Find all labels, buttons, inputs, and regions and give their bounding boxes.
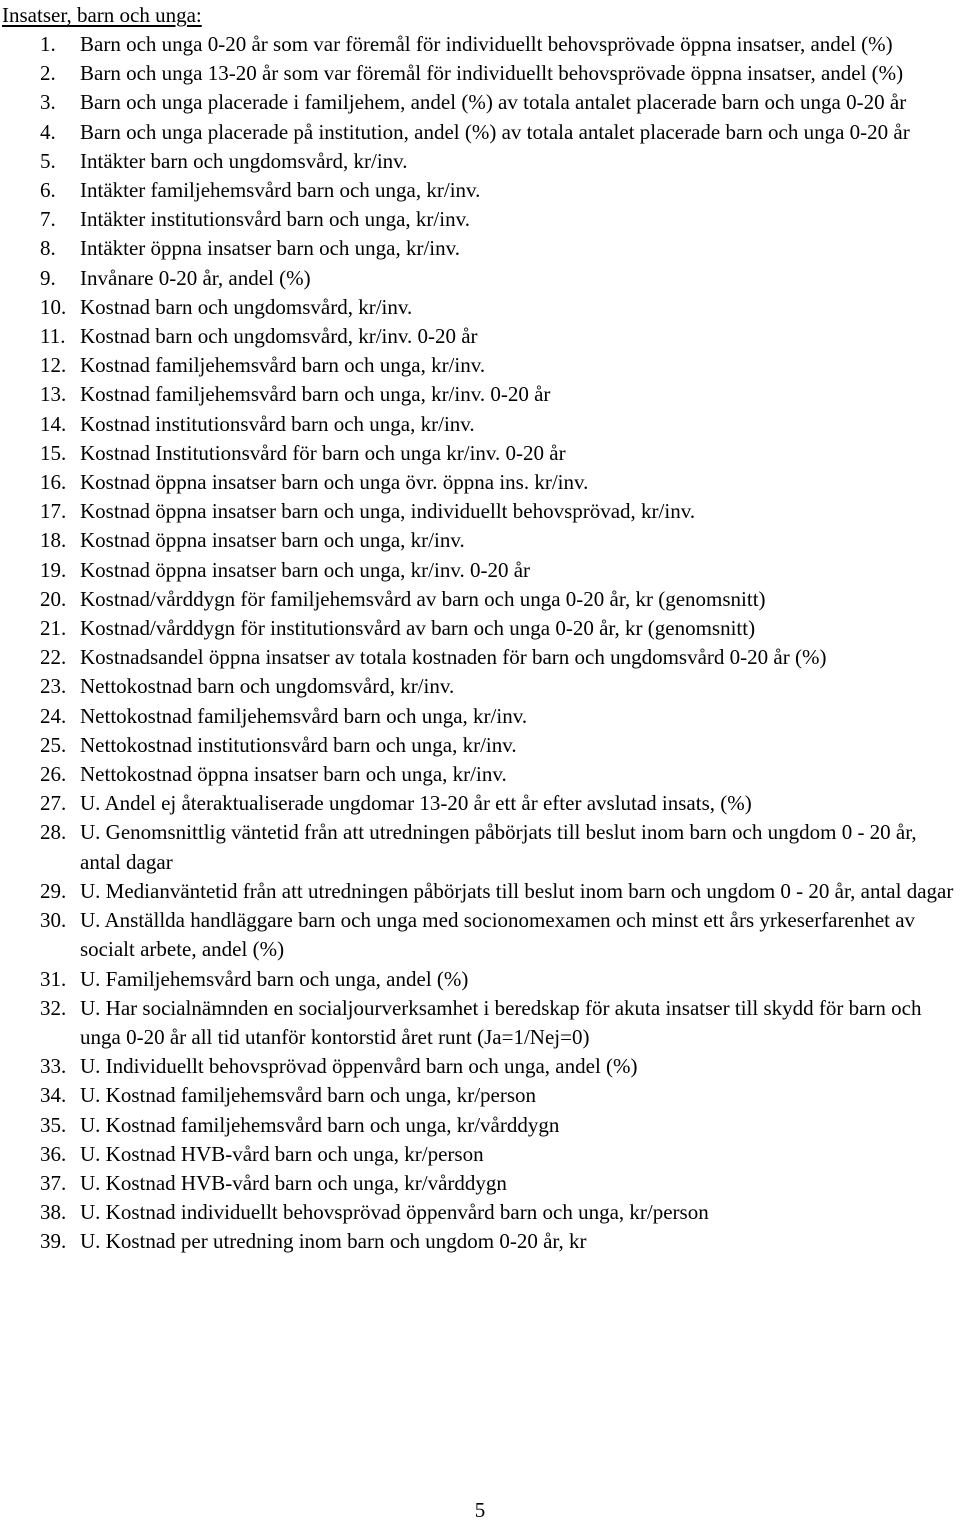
list-item-text: Kostnad öppna insatser barn och unga, kr/inv. 0-20 år <box>80 557 531 582</box>
list-item-text: U. Har socialnämnden en socialjourverksamhet i beredskap för akuta insatser till skydd för barn och unga 0-20 år all tid utanför kontorstid året runt (Ja=1/Nej=0) <box>80 995 922 1049</box>
list-item-number-label: 18. <box>40 528 67 553</box>
list-item <box>0 731 955 760</box>
list-item-number-label: 34. <box>40 1083 67 1108</box>
list-item-number-label: 3. <box>40 90 56 115</box>
indicator-list <box>0 30 955 1257</box>
list-item-number <box>0 205 80 234</box>
list-item-number-label: 38. <box>40 1200 67 1225</box>
list-item <box>0 994 955 1052</box>
list-item-number-label: 33. <box>40 1054 67 1079</box>
list-item <box>0 702 955 731</box>
list-item <box>0 526 955 555</box>
list-item-text: Kostnad institutionsvård barn och unga, kr/inv. <box>80 411 475 436</box>
list-item-text: Kostnad/vårddygn för familjehemsvård av barn och unga 0-20 år, kr (genomsnitt) <box>80 586 766 611</box>
list-item-number <box>0 585 80 614</box>
list-item-text: Kostnad Institutionsvård för barn och unga kr/inv. 0-20 år <box>80 440 566 465</box>
list-item-text: Kostnadsandel öppna insatser av totala kostnaden för barn och ungdomsvård 0-20 år (%) <box>80 645 827 670</box>
list-item-number-label: 7. <box>40 207 56 232</box>
list-item-text: U. Anställda handläggare barn och unga med socionomexamen och minst ett års yrkeserfarenhet av socialt arbete, andel (%) <box>80 908 916 962</box>
list-item-number <box>0 877 80 906</box>
list-item-text: Kostnad familjehemsvård barn och unga, kr/inv. 0-20 år <box>80 382 551 407</box>
list-item-number-label: 5. <box>40 148 56 173</box>
list-item-number-label: 9. <box>40 265 56 290</box>
list-item-number <box>0 351 80 380</box>
list-item-text: Barn och unga placerade på institution, andel (%) av totala antalet placerade barn och unga 0-20 år <box>80 119 910 144</box>
list-item-number <box>0 1227 80 1256</box>
list-item-number <box>0 147 80 176</box>
list-item-number-label: 17. <box>40 499 67 524</box>
list-item <box>0 380 955 409</box>
list-item-text: Kostnad öppna insatser barn och unga, individuellt behovsprövad, kr/inv. <box>80 499 696 524</box>
list-item-number <box>0 672 80 701</box>
list-item-text: Barn och unga 13-20 år som var föremål för individuellt behovsprövade öppna insatser, andel (%) <box>80 61 904 86</box>
list-item-number-label: 22. <box>40 645 67 670</box>
list-item-number-label: 6. <box>40 178 56 203</box>
list-item-text: Kostnad barn och ungdomsvård, kr/inv. 0-20 år <box>80 324 478 349</box>
list-item-text: U. Kostnad HVB-vård barn och unga, kr/vårddygn <box>80 1170 507 1195</box>
list-item-number-label: 31. <box>40 966 67 991</box>
list-item-text: U. Medianväntetid från att utredningen påbörjats till beslut inom barn och ungdom 0 - 20 år, antal dagar <box>80 878 954 903</box>
list-item-text: U. Kostnad familjehemsvård barn och unga, kr/person <box>80 1083 537 1108</box>
list-item-text: Nettokostnad institutionsvård barn och unga, kr/inv. <box>80 732 517 757</box>
list-item-number <box>0 818 80 876</box>
list-item-number-label: 14. <box>40 411 67 436</box>
list-item-number <box>0 965 80 994</box>
list-item-number <box>0 906 80 964</box>
list-item <box>0 760 955 789</box>
list-item-text: Intäkter institutionsvård barn och unga, kr/inv. <box>80 207 470 232</box>
list-item-text: U. Kostnad HVB-vård barn och unga, kr/person <box>80 1141 484 1166</box>
list-item-number-label: 15. <box>40 440 67 465</box>
list-item-number <box>0 1140 80 1169</box>
list-item-number-label: 1. <box>40 32 56 56</box>
list-item-number <box>0 88 80 117</box>
list-item-number-label: 30. <box>40 908 67 933</box>
list-item <box>0 468 955 497</box>
list-item-number <box>0 760 80 789</box>
list-item-number <box>0 614 80 643</box>
list-item <box>0 789 955 818</box>
list-item <box>0 176 955 205</box>
list-item-text: Intäkter öppna insatser barn och unga, kr/inv. <box>80 236 461 261</box>
list-item-number-label: 24. <box>40 703 67 728</box>
list-item-text: U. Kostnad individuellt behovsprövad öppenvård barn och unga, kr/person <box>80 1200 709 1225</box>
list-item <box>0 585 955 614</box>
list-item <box>0 965 955 994</box>
list-item-number <box>0 702 80 731</box>
list-item-text: U. Genomsnittlig väntetid från att utredningen påbörjats till beslut inom barn och ungdom 0 - 20 år, antal dagar <box>80 820 917 874</box>
list-item <box>0 264 955 293</box>
list-item-number <box>0 497 80 526</box>
list-item <box>0 497 955 526</box>
list-item-number-label: 11. <box>40 324 66 349</box>
list-item-number <box>0 322 80 351</box>
list-item-text: Barn och unga 0-20 år som var föremål för individuellt behovsprövade öppna insatser, andel (%) <box>80 32 893 56</box>
list-item-number <box>0 293 80 322</box>
list-item-text: Nettokostnad familjehemsvård barn och unga, kr/inv. <box>80 703 528 728</box>
list-item <box>0 556 955 585</box>
list-item-number <box>0 1198 80 1227</box>
page-number: 5 <box>474 1498 486 1522</box>
list-item-number <box>0 731 80 760</box>
list-item-number-label: 29. <box>40 878 67 903</box>
list-item-number-label: 20. <box>40 586 67 611</box>
list-item-text: Kostnad familjehemsvård barn och unga, kr/inv. <box>80 353 486 378</box>
list-item <box>0 1169 955 1198</box>
list-item-text: Barn och unga placerade i familjehem, andel (%) av totala antalet placerade barn och unga 0-20 år <box>80 90 907 115</box>
list-item-number <box>0 439 80 468</box>
list-item-number-label: 10. <box>40 294 67 319</box>
list-item-number-label: 32. <box>40 995 67 1020</box>
list-item <box>0 30 955 59</box>
list-item-text: Nettokostnad öppna insatser barn och unga, kr/inv. <box>80 762 507 787</box>
list-item-number <box>0 1052 80 1081</box>
list-item <box>0 351 955 380</box>
list-item-number <box>0 380 80 409</box>
list-item <box>0 410 955 439</box>
list-item <box>0 672 955 701</box>
list-item-number-label: 2. <box>40 61 56 86</box>
list-item-text: Nettokostnad barn och ungdomsvård, kr/inv. <box>80 674 455 699</box>
list-item-text: U. Kostnad per utredning inom barn och ungdom 0-20 år, kr <box>80 1229 587 1254</box>
list-item-number <box>0 59 80 88</box>
list-item-number-label: 26. <box>40 762 67 787</box>
list-item <box>0 234 955 263</box>
list-item <box>0 1140 955 1169</box>
list-item-text: Kostnad öppna insatser barn och unga, kr/inv. <box>80 528 465 553</box>
list-item-text: U. Andel ej återaktualiserade ungdomar 13-20 år ett år efter avslutad insats, (%) <box>80 791 752 816</box>
list-item-number-label: 28. <box>40 820 67 845</box>
list-item-text: Intäkter barn och ungdomsvård, kr/inv. <box>80 148 408 173</box>
list-item <box>0 59 955 88</box>
list-item <box>0 322 955 351</box>
list-item-text: Kostnad öppna insatser barn och unga övr. öppna ins. kr/inv. <box>80 470 589 495</box>
list-item <box>0 1198 955 1227</box>
list-item <box>0 1052 955 1081</box>
list-item <box>0 643 955 672</box>
list-item-number <box>0 1169 80 1198</box>
list-item-text: Kostnad barn och ungdomsvård, kr/inv. <box>80 294 413 319</box>
list-item <box>0 293 955 322</box>
list-item-text: U. Kostnad familjehemsvård barn och unga, kr/vårddygn <box>80 1112 560 1137</box>
list-item <box>0 818 955 876</box>
list-item <box>0 877 955 906</box>
list-item-number-label: 4. <box>40 119 56 144</box>
list-item-number <box>0 1081 80 1110</box>
list-item-number <box>0 789 80 818</box>
list-item-number-label: 16. <box>40 470 67 495</box>
list-item <box>0 614 955 643</box>
list-item-number <box>0 410 80 439</box>
list-item-text: Kostnad/vårddygn för institutionsvård av barn och unga 0-20 år, kr (genomsnitt) <box>80 616 756 641</box>
list-item-number <box>0 468 80 497</box>
list-item-number-label: 27. <box>40 791 67 816</box>
list-item-number-label: 23. <box>40 674 67 699</box>
list-item-number <box>0 234 80 263</box>
list-item <box>0 906 955 964</box>
list-item <box>0 147 955 176</box>
list-item-number <box>0 118 80 147</box>
list-item-number <box>0 1111 80 1140</box>
list-item-number-label: 8. <box>40 236 56 261</box>
list-item-number <box>0 264 80 293</box>
list-item-number <box>0 526 80 555</box>
list-item-number-label: 13. <box>40 382 67 407</box>
list-item-text: U. Individuellt behovsprövad öppenvård barn och unga, andel (%) <box>80 1054 638 1079</box>
list-item-number <box>0 30 80 59</box>
list-item-number-label: 21. <box>40 616 67 641</box>
list-item-number-label: 12. <box>40 353 67 378</box>
list-item-number <box>0 643 80 672</box>
list-item-number-label: 39. <box>40 1229 67 1254</box>
list-item-text: Invånare 0-20 år, andel (%) <box>80 265 311 290</box>
list-item <box>0 439 955 468</box>
list-item-number-label: 19. <box>40 557 67 582</box>
list-item <box>0 1227 955 1256</box>
list-item-number <box>0 994 80 1052</box>
list-item-number-label: 35. <box>40 1112 67 1137</box>
section-heading: Insatser, barn och unga: <box>2 3 202 27</box>
list-item <box>0 205 955 234</box>
list-item-number-label: 36. <box>40 1141 67 1166</box>
list-item-number-label: 37. <box>40 1170 67 1195</box>
list-item <box>0 88 955 117</box>
list-item-number <box>0 176 80 205</box>
list-item <box>0 118 955 147</box>
list-item-number <box>0 556 80 585</box>
list-item <box>0 1111 955 1140</box>
list-item-number-label: 25. <box>40 732 67 757</box>
list-item-text: Intäkter familjehemsvård barn och unga, kr/inv. <box>80 178 481 203</box>
list-item <box>0 1081 955 1110</box>
list-item-text: U. Familjehemsvård barn och unga, andel (%) <box>80 966 469 991</box>
